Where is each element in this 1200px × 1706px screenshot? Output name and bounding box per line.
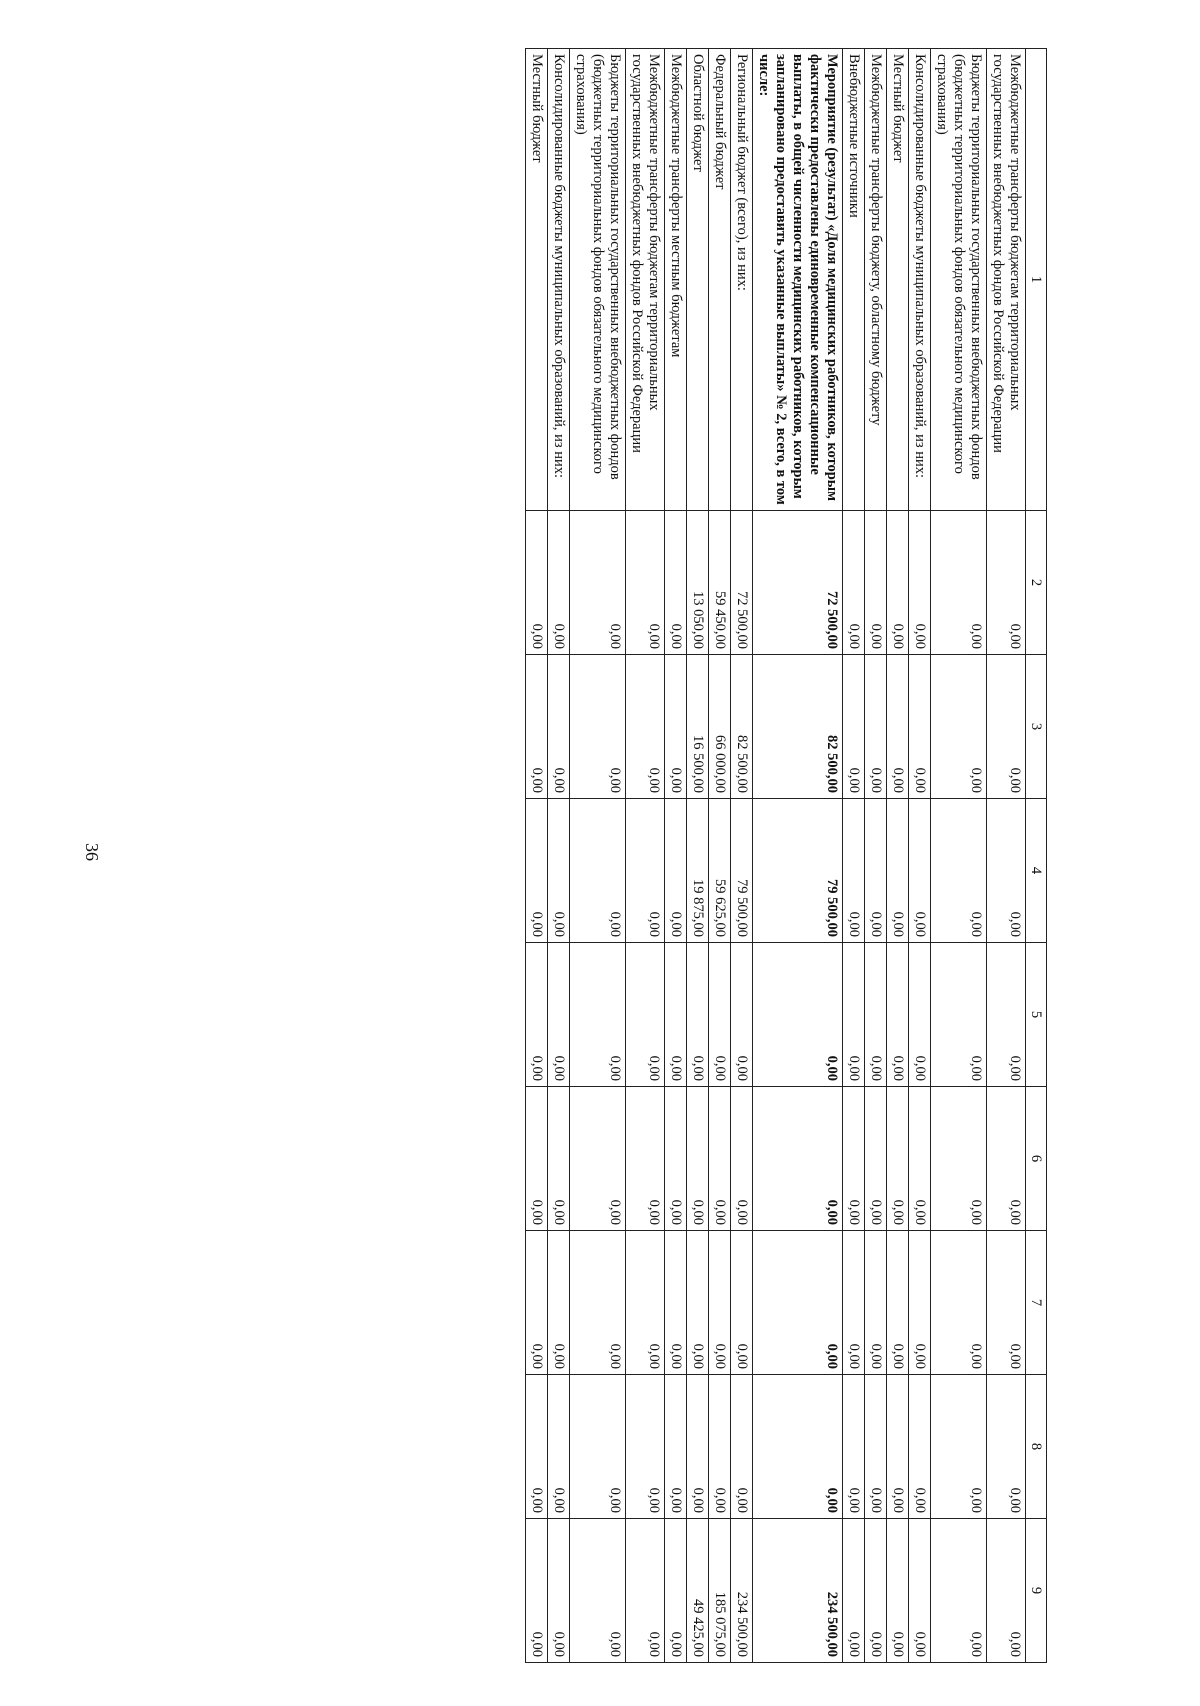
table-cell: 0,00 xyxy=(865,1231,887,1375)
table-cell: 0,00 xyxy=(987,1519,1026,1663)
table-row xyxy=(665,49,687,1663)
table-cell: 0,00 xyxy=(887,799,909,943)
table-cell: 0,00 xyxy=(987,1231,1026,1375)
table-cell: 0,00 xyxy=(570,1087,626,1231)
table-cell: 0,00 xyxy=(931,943,987,1087)
table-cell: 0,00 xyxy=(843,655,865,799)
table-cell: 0,00 xyxy=(626,1087,665,1231)
table-cell: 0,00 xyxy=(753,1087,843,1231)
row-label: Внебюджетные источники xyxy=(843,49,865,511)
page-number: 36 xyxy=(82,843,102,861)
table-row xyxy=(865,49,887,1663)
table-cell: 0,00 xyxy=(887,1087,909,1231)
row-label: Межбюджетные трансферты бюджетам территориальных государственных внебюджетных фондов Российской Федерации xyxy=(987,49,1026,511)
table-cell: 0,00 xyxy=(887,1375,909,1519)
table-cell: 0,00 xyxy=(731,943,753,1087)
table-cell: 0,00 xyxy=(887,655,909,799)
column-header: 4 xyxy=(1026,799,1047,943)
table-row xyxy=(548,49,570,1663)
table-cell: 0,00 xyxy=(709,1375,731,1519)
table-cell: 0,00 xyxy=(548,799,570,943)
table-row xyxy=(626,49,665,1663)
table-row xyxy=(843,49,865,1663)
table-cell: 0,00 xyxy=(548,1231,570,1375)
table-cell: 0,00 xyxy=(865,1087,887,1231)
table-cell: 79 500,00 xyxy=(731,799,753,943)
table-cell: 0,00 xyxy=(843,1231,865,1375)
row-label: Межбюджетные трансферты бюджетам территориальных государственных внебюджетных фондов Российской Федерации xyxy=(626,49,665,511)
table-cell: 0,00 xyxy=(909,1087,931,1231)
row-label: Консолидированные бюджеты муниципальных образований, из них: xyxy=(548,49,570,511)
row-label: Местный бюджет xyxy=(526,49,548,511)
table-row xyxy=(526,49,548,1663)
table-cell: 0,00 xyxy=(626,943,665,1087)
table-cell: 72 500,00 xyxy=(731,511,753,655)
table-cell: 0,00 xyxy=(909,1375,931,1519)
column-header: 5 xyxy=(1026,943,1047,1087)
table-row xyxy=(687,49,709,1663)
table-cell: 0,00 xyxy=(931,1231,987,1375)
table-cell: 16 500,00 xyxy=(687,655,709,799)
column-header: 1 xyxy=(1026,49,1047,511)
table-cell: 0,00 xyxy=(526,1519,548,1663)
table-row xyxy=(709,49,731,1663)
table-cell: 0,00 xyxy=(931,799,987,943)
table-cell: 0,00 xyxy=(570,799,626,943)
table-cell: 0,00 xyxy=(843,511,865,655)
table-cell: 0,00 xyxy=(548,1375,570,1519)
table-cell: 0,00 xyxy=(626,799,665,943)
table-cell: 79 500,00 xyxy=(753,799,843,943)
column-header: 9 xyxy=(1026,1519,1047,1663)
table-cell: 0,00 xyxy=(865,511,887,655)
table-cell: 59 450,00 xyxy=(709,511,731,655)
table-cell: 185 075,00 xyxy=(709,1519,731,1663)
table-cell: 0,00 xyxy=(570,943,626,1087)
table-cell: 0,00 xyxy=(843,1087,865,1231)
table-cell: 0,00 xyxy=(570,655,626,799)
table-cell: 0,00 xyxy=(665,655,687,799)
table-cell: 0,00 xyxy=(865,1375,887,1519)
table-row xyxy=(570,49,626,1663)
budget-table xyxy=(525,48,1047,1663)
table-cell: 0,00 xyxy=(526,799,548,943)
table-cell: 13 050,00 xyxy=(687,511,709,655)
table-cell: 0,00 xyxy=(526,511,548,655)
table-cell: 0,00 xyxy=(709,1231,731,1375)
table-cell: 0,00 xyxy=(626,1231,665,1375)
row-label: Местный бюджет xyxy=(887,49,909,511)
table-cell: 0,00 xyxy=(548,1087,570,1231)
table-cell: 59 625,00 xyxy=(709,799,731,943)
table-cell: 0,00 xyxy=(526,1087,548,1231)
table-cell: 0,00 xyxy=(987,799,1026,943)
table-cell: 0,00 xyxy=(887,1519,909,1663)
table-cell: 0,00 xyxy=(687,1087,709,1231)
table-cell: 0,00 xyxy=(665,799,687,943)
table-cell: 234 500,00 xyxy=(753,1519,843,1663)
table-cell: 0,00 xyxy=(931,1087,987,1231)
row-label: Межбюджетные трансферты местным бюджетам xyxy=(665,49,687,511)
table-cell: 0,00 xyxy=(909,511,931,655)
table-cell: 0,00 xyxy=(665,1087,687,1231)
table-row xyxy=(931,49,987,1663)
column-header: 3 xyxy=(1026,655,1047,799)
table-cell: 0,00 xyxy=(665,943,687,1087)
table-cell: 0,00 xyxy=(887,511,909,655)
table-cell: 0,00 xyxy=(548,943,570,1087)
table-cell: 0,00 xyxy=(843,799,865,943)
table-header-row xyxy=(1026,49,1047,1663)
row-label: Межбюджетные трансферты бюджету, областному бюджету xyxy=(865,49,887,511)
table-cell: 82 500,00 xyxy=(731,655,753,799)
table-cell: 0,00 xyxy=(987,511,1026,655)
row-label: Мероприятие (результат) «Доля медицинских работников, которым фактически предоставлены единовременные компенсационные выплаты, в общей численности медицинских работников, которым запланировано предоставить указанные выплаты» № 2, всего, в том числе: xyxy=(753,49,843,511)
table-cell: 82 500,00 xyxy=(753,655,843,799)
table-cell: 0,00 xyxy=(987,1087,1026,1231)
table-cell: 0,00 xyxy=(909,1231,931,1375)
table-cell: 0,00 xyxy=(987,1375,1026,1519)
table-cell: 0,00 xyxy=(753,1231,843,1375)
table-cell: 0,00 xyxy=(887,943,909,1087)
table-cell: 0,00 xyxy=(843,1519,865,1663)
table-row xyxy=(731,49,753,1663)
table-cell: 0,00 xyxy=(731,1375,753,1519)
table-cell: 0,00 xyxy=(909,943,931,1087)
table-cell: 0,00 xyxy=(865,1519,887,1663)
table-cell: 0,00 xyxy=(626,655,665,799)
row-label: Консолидированные бюджеты муниципальных образований, из них: xyxy=(909,49,931,511)
column-header: 2 xyxy=(1026,511,1047,655)
table-cell: 0,00 xyxy=(548,1519,570,1663)
table-row xyxy=(887,49,909,1663)
column-header: 6 xyxy=(1026,1087,1047,1231)
table-cell: 234 500,00 xyxy=(731,1519,753,1663)
table-cell: 0,00 xyxy=(887,1231,909,1375)
table-cell: 0,00 xyxy=(753,943,843,1087)
table-cell: 0,00 xyxy=(931,511,987,655)
row-label: Бюджеты территориальных государственных внебюджетных фондов (бюджетных территориальных фондов обязательного медицинского страхования) xyxy=(570,49,626,511)
budget-table-container xyxy=(173,48,1047,1662)
table-cell: 49 425,00 xyxy=(687,1519,709,1663)
table-cell: 72 500,00 xyxy=(753,511,843,655)
table-cell: 0,00 xyxy=(570,1375,626,1519)
table-cell: 0,00 xyxy=(548,511,570,655)
table-cell: 0,00 xyxy=(548,655,570,799)
table-cell: 0,00 xyxy=(665,511,687,655)
table-cell: 0,00 xyxy=(570,1231,626,1375)
table-cell: 0,00 xyxy=(665,1375,687,1519)
table-cell: 0,00 xyxy=(987,943,1026,1087)
row-label: Региональный бюджет (всего), из них: xyxy=(731,49,753,511)
table-cell: 0,00 xyxy=(526,655,548,799)
table-cell: 19 875,00 xyxy=(687,799,709,943)
table-cell: 0,00 xyxy=(865,799,887,943)
table-cell: 0,00 xyxy=(909,799,931,943)
table-cell: 0,00 xyxy=(526,943,548,1087)
table-body xyxy=(526,49,1026,1663)
table-cell: 0,00 xyxy=(731,1087,753,1231)
row-label: Федеральный бюджет xyxy=(709,49,731,511)
table-cell: 0,00 xyxy=(687,1375,709,1519)
table-cell: 0,00 xyxy=(665,1519,687,1663)
table-row xyxy=(909,49,931,1663)
table-cell: 0,00 xyxy=(626,1375,665,1519)
table-cell: 0,00 xyxy=(931,655,987,799)
table-row xyxy=(987,49,1026,1663)
table-cell: 0,00 xyxy=(843,1375,865,1519)
table-cell: 0,00 xyxy=(526,1375,548,1519)
table-cell: 0,00 xyxy=(626,1519,665,1663)
row-label: Областной бюджет xyxy=(687,49,709,511)
table-cell: 0,00 xyxy=(570,511,626,655)
table-cell: 0,00 xyxy=(687,1231,709,1375)
table-cell: 0,00 xyxy=(931,1375,987,1519)
table-cell: 0,00 xyxy=(626,511,665,655)
table-cell: 0,00 xyxy=(865,943,887,1087)
table-row xyxy=(753,49,843,1663)
table-cell: 0,00 xyxy=(987,655,1026,799)
table-cell: 0,00 xyxy=(687,943,709,1087)
table-cell: 0,00 xyxy=(731,1231,753,1375)
table-cell: 0,00 xyxy=(843,943,865,1087)
table-cell: 0,00 xyxy=(753,1375,843,1519)
table-cell: 0,00 xyxy=(931,1519,987,1663)
table-cell: 0,00 xyxy=(665,1231,687,1375)
table-cell: 0,00 xyxy=(909,655,931,799)
table-cell: 0,00 xyxy=(709,1087,731,1231)
table-cell: 0,00 xyxy=(709,943,731,1087)
table-cell: 0,00 xyxy=(909,1519,931,1663)
table-cell: 66 000,00 xyxy=(709,655,731,799)
table-cell: 0,00 xyxy=(865,655,887,799)
table-cell: 0,00 xyxy=(526,1231,548,1375)
column-header: 8 xyxy=(1026,1375,1047,1519)
table-cell: 0,00 xyxy=(570,1519,626,1663)
row-label: Бюджеты территориальных государственных внебюджетных фондов (бюджетных территориальных фондов обязательного медицинского страхования) xyxy=(931,49,987,511)
column-header: 7 xyxy=(1026,1231,1047,1375)
